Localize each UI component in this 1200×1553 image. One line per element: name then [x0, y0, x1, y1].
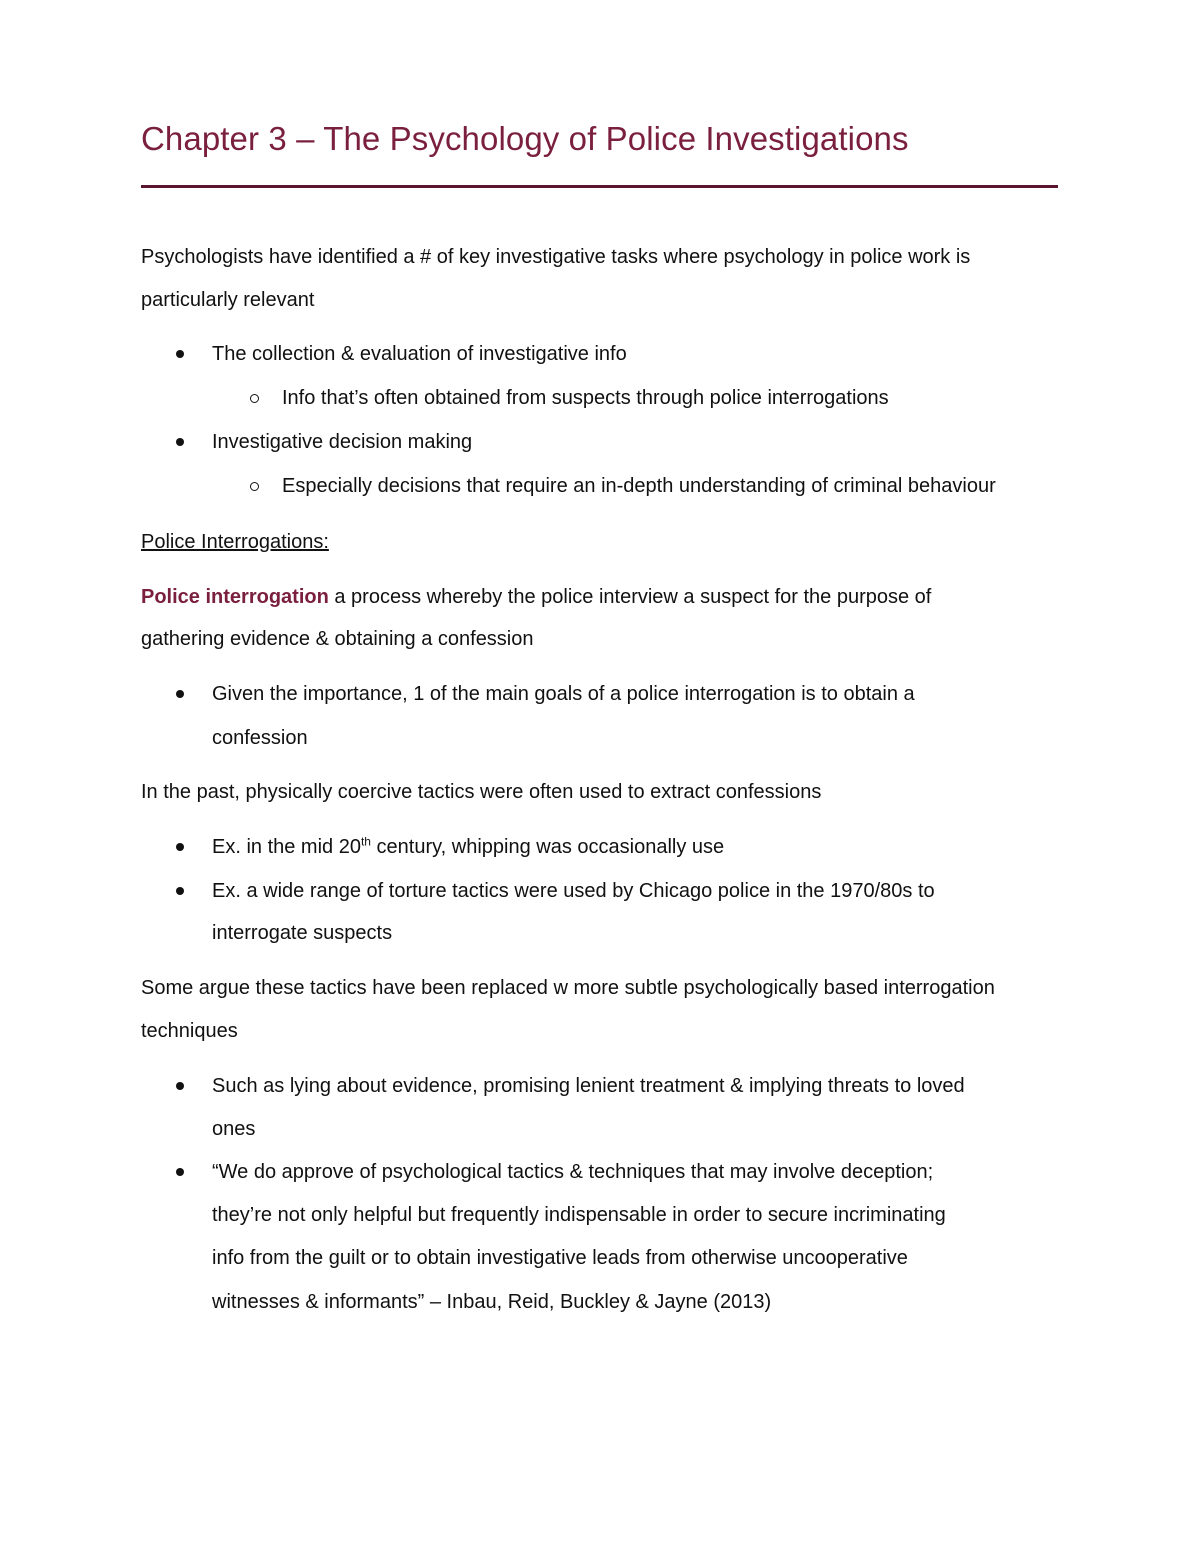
intro-line-1: Psychologists have identified a # of key investigative tasks where psychology in police work is [141, 246, 971, 268]
bullet-icon [176, 887, 184, 895]
task-bullet-2: Investigative decision making [212, 431, 473, 453]
sub-bullet-icon [250, 482, 259, 491]
past-bullet-1-pre: Ex. in the mid 20 [212, 836, 361, 858]
replaced-bullet-1-line-2: ones [212, 1118, 256, 1140]
definition-line-1 [141, 585, 931, 609]
title-divider [141, 185, 1058, 188]
replaced-paragraph-line-2: techniques [141, 1020, 238, 1042]
definition-line-2: gathering evidence & obtaining a confession [141, 628, 534, 650]
past-bullet-1 [212, 835, 724, 859]
quote-line-3: info from the guilt or to obtain investigative leads from otherwise uncooperative [212, 1247, 908, 1269]
page-title: Chapter 3 – The Psychology of Police Investigations [141, 120, 909, 157]
task-sub-bullet-2: Especially decisions that require an in-depth understanding of criminal behaviour [282, 475, 996, 497]
goal-bullet-line-1: Given the importance, 1 of the main goals of a police interrogation is to obtain a [212, 683, 915, 705]
replaced-bullet-1-line-1: Such as lying about evidence, promising lenient treatment & implying threats to loved [212, 1075, 965, 1097]
definition-text: a process whereby the police interview a suspect for the purpose of [328, 586, 932, 608]
quote-line-2: they’re not only helpful but frequently indispensable in order to secure incriminating [212, 1204, 946, 1226]
past-bullet-2-line-2: interrogate suspects [212, 922, 393, 944]
bullet-icon [176, 1082, 184, 1090]
ordinal-superscript: th [360, 834, 371, 849]
bullet-icon [176, 843, 184, 851]
sub-bullet-icon [250, 394, 259, 403]
bullet-icon [176, 690, 184, 698]
past-paragraph: In the past, physically coercive tactics were often used to extract confessions [141, 781, 822, 803]
bullet-icon [176, 438, 184, 446]
intro-line-2: particularly relevant [141, 289, 315, 311]
replaced-paragraph-line-1: Some argue these tactics have been replaced w more subtle psychologically based interrogation [141, 977, 995, 999]
section-heading: Police Interrogations: [141, 531, 329, 553]
bullet-icon [176, 350, 184, 358]
definition-term: Police interrogation [141, 586, 329, 608]
bullet-icon [176, 1168, 184, 1176]
past-bullet-2-line-1: Ex. a wide range of torture tactics were used by Chicago police in the 1970/80s to [212, 880, 935, 902]
task-sub-bullet-1: Info that’s often obtained from suspects through police interrogations [282, 387, 889, 409]
goal-bullet-line-2: confession [212, 727, 308, 749]
task-bullet-1: The collection & evaluation of investigative info [212, 343, 627, 365]
past-bullet-1-post: century, whipping was occasionally use [370, 836, 725, 858]
quote-line-4: witnesses & informants” – Inbau, Reid, Buckley & Jayne (2013) [212, 1291, 772, 1313]
quote-line-1: “We do approve of psychological tactics & techniques that may involve deception; [212, 1161, 934, 1183]
